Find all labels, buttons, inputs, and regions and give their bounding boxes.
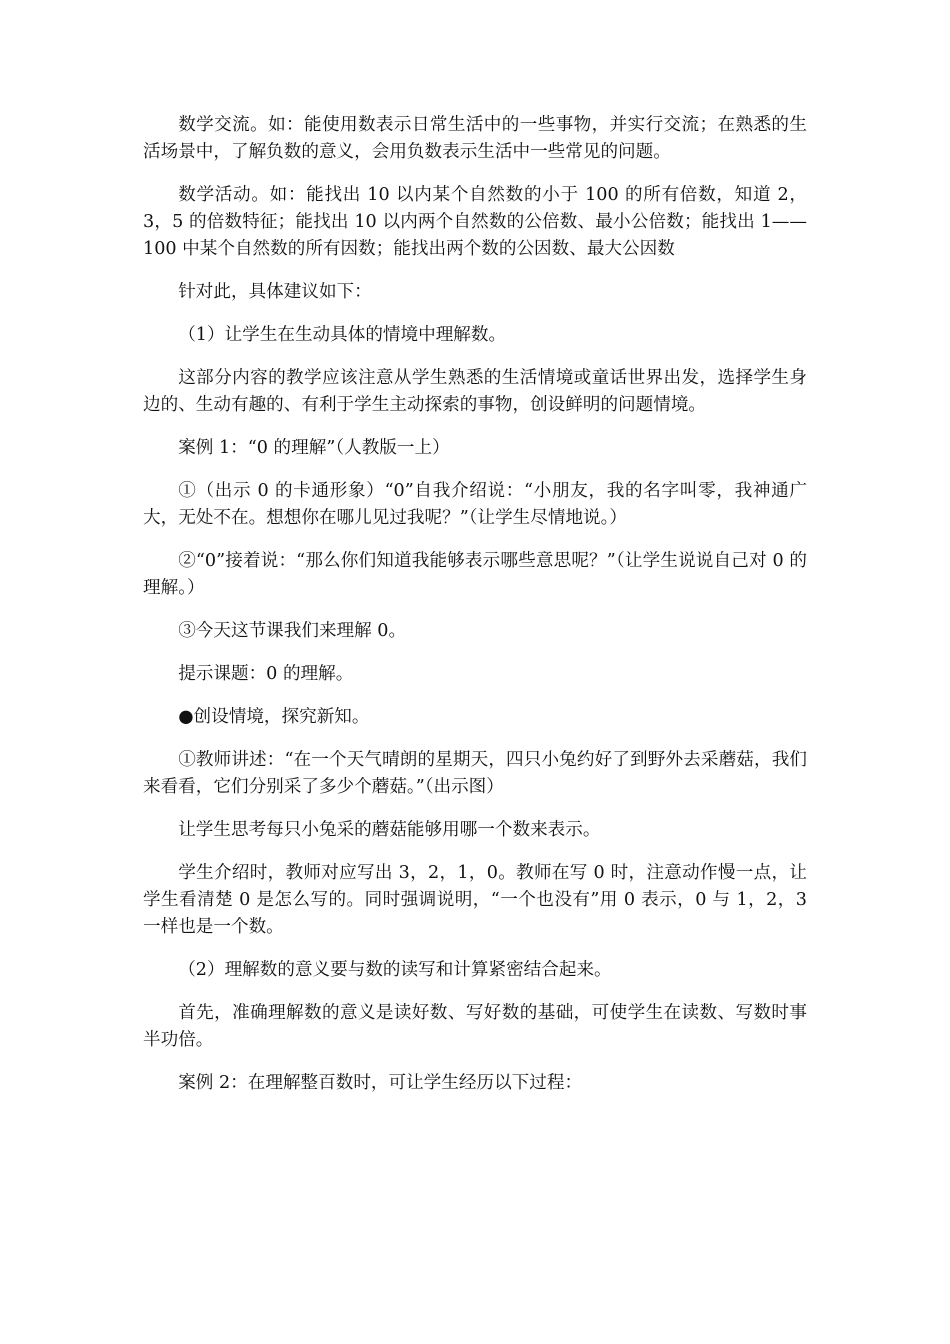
paragraph-point-2: （2）理解数的意义要与数的读写和计算紧密结合起来。 [178, 960, 612, 980]
paragraph-point-1: （1）让学生在生动具体的情境中理解数。 [178, 325, 507, 345]
paragraph-lesson-topic: 提示课题：0 的理解。 [178, 664, 354, 684]
paragraph-teacher-narration: ①教师讲述：“在一个天气晴朗的星期天，四只小兔约好了到野外去采蘑菇，我们来看看，它们分别采了多少个蘑菇。”（出示图） [143, 750, 807, 797]
paragraph-student-thinking: 让学生思考每只小兔采的蘑菇能够用哪一个数来表示。 [178, 820, 601, 840]
paragraph-math-activity: 数学活动。如：能找出 10 以内某个自然数的小于 100 的所有倍数，知道 2，3，5 的倍数特征；能找出 10 以内两个自然数的公倍数、最小公倍数；能找出 1——100 中某个自然数的所有因数；能找出两个数的公因数、最大公因数 [143, 185, 807, 259]
paragraph-student-introduction: 学生介绍时，教师对应写出 3，2，1，0。教师在写 0 时，注意动作慢一点，让学生看清楚 0 是怎么写的。同时强调说明，“一个也没有”用 0 表示，0 与 1，2，3 一样也是一个数。 [143, 863, 807, 937]
paragraph-case-2-title: 案例 2：在理解整百数时，可让学生经历以下过程： [178, 1073, 583, 1093]
paragraph-first-understanding: 首先，准确理解数的意义是读好数、写好数的基础，可使学生在读数、写数时事半功倍。 [143, 1003, 807, 1050]
paragraph-case-1-title: 案例 1：“0 的理解”（人教版一上） [178, 438, 450, 458]
paragraph-math-communication: 数学交流。如：能使用数表示日常生活中的一些事物，并实行交流；在熟悉的生活场景中，了解负数的意义，会用负数表示生活中一些常见的问题。 [143, 115, 807, 162]
paragraph-suggestions-intro: 针对此，具体建议如下： [178, 282, 372, 302]
paragraph-case-1-step-3: ③今天这节课我们来理解 0。 [178, 621, 407, 641]
paragraph-case-1-step-1: ①（出示 0 的卡通形象）“0”自我介绍说：“小朋友，我的名字叫零，我神通广大，无处不在。想想你在哪儿见过我呢？”（让学生尽情地说。） [143, 481, 807, 528]
paragraph-create-scenario: ●创设情境，探究新知。 [178, 707, 370, 727]
paragraph-case-1-step-2: ②“0”接着说：“那么你们知道我能够表示哪些意思呢？”（让学生说说自己对 0 的理解。） [143, 551, 807, 598]
paragraph-teaching-context: 这部分内容的教学应该注意从学生熟悉的生活情境或童话世界出发，选择学生身边的、生动有趣的、有利于学生主动探索的事物，创设鲜明的问题情境。 [143, 368, 807, 415]
document-body [143, 112, 807, 1113]
